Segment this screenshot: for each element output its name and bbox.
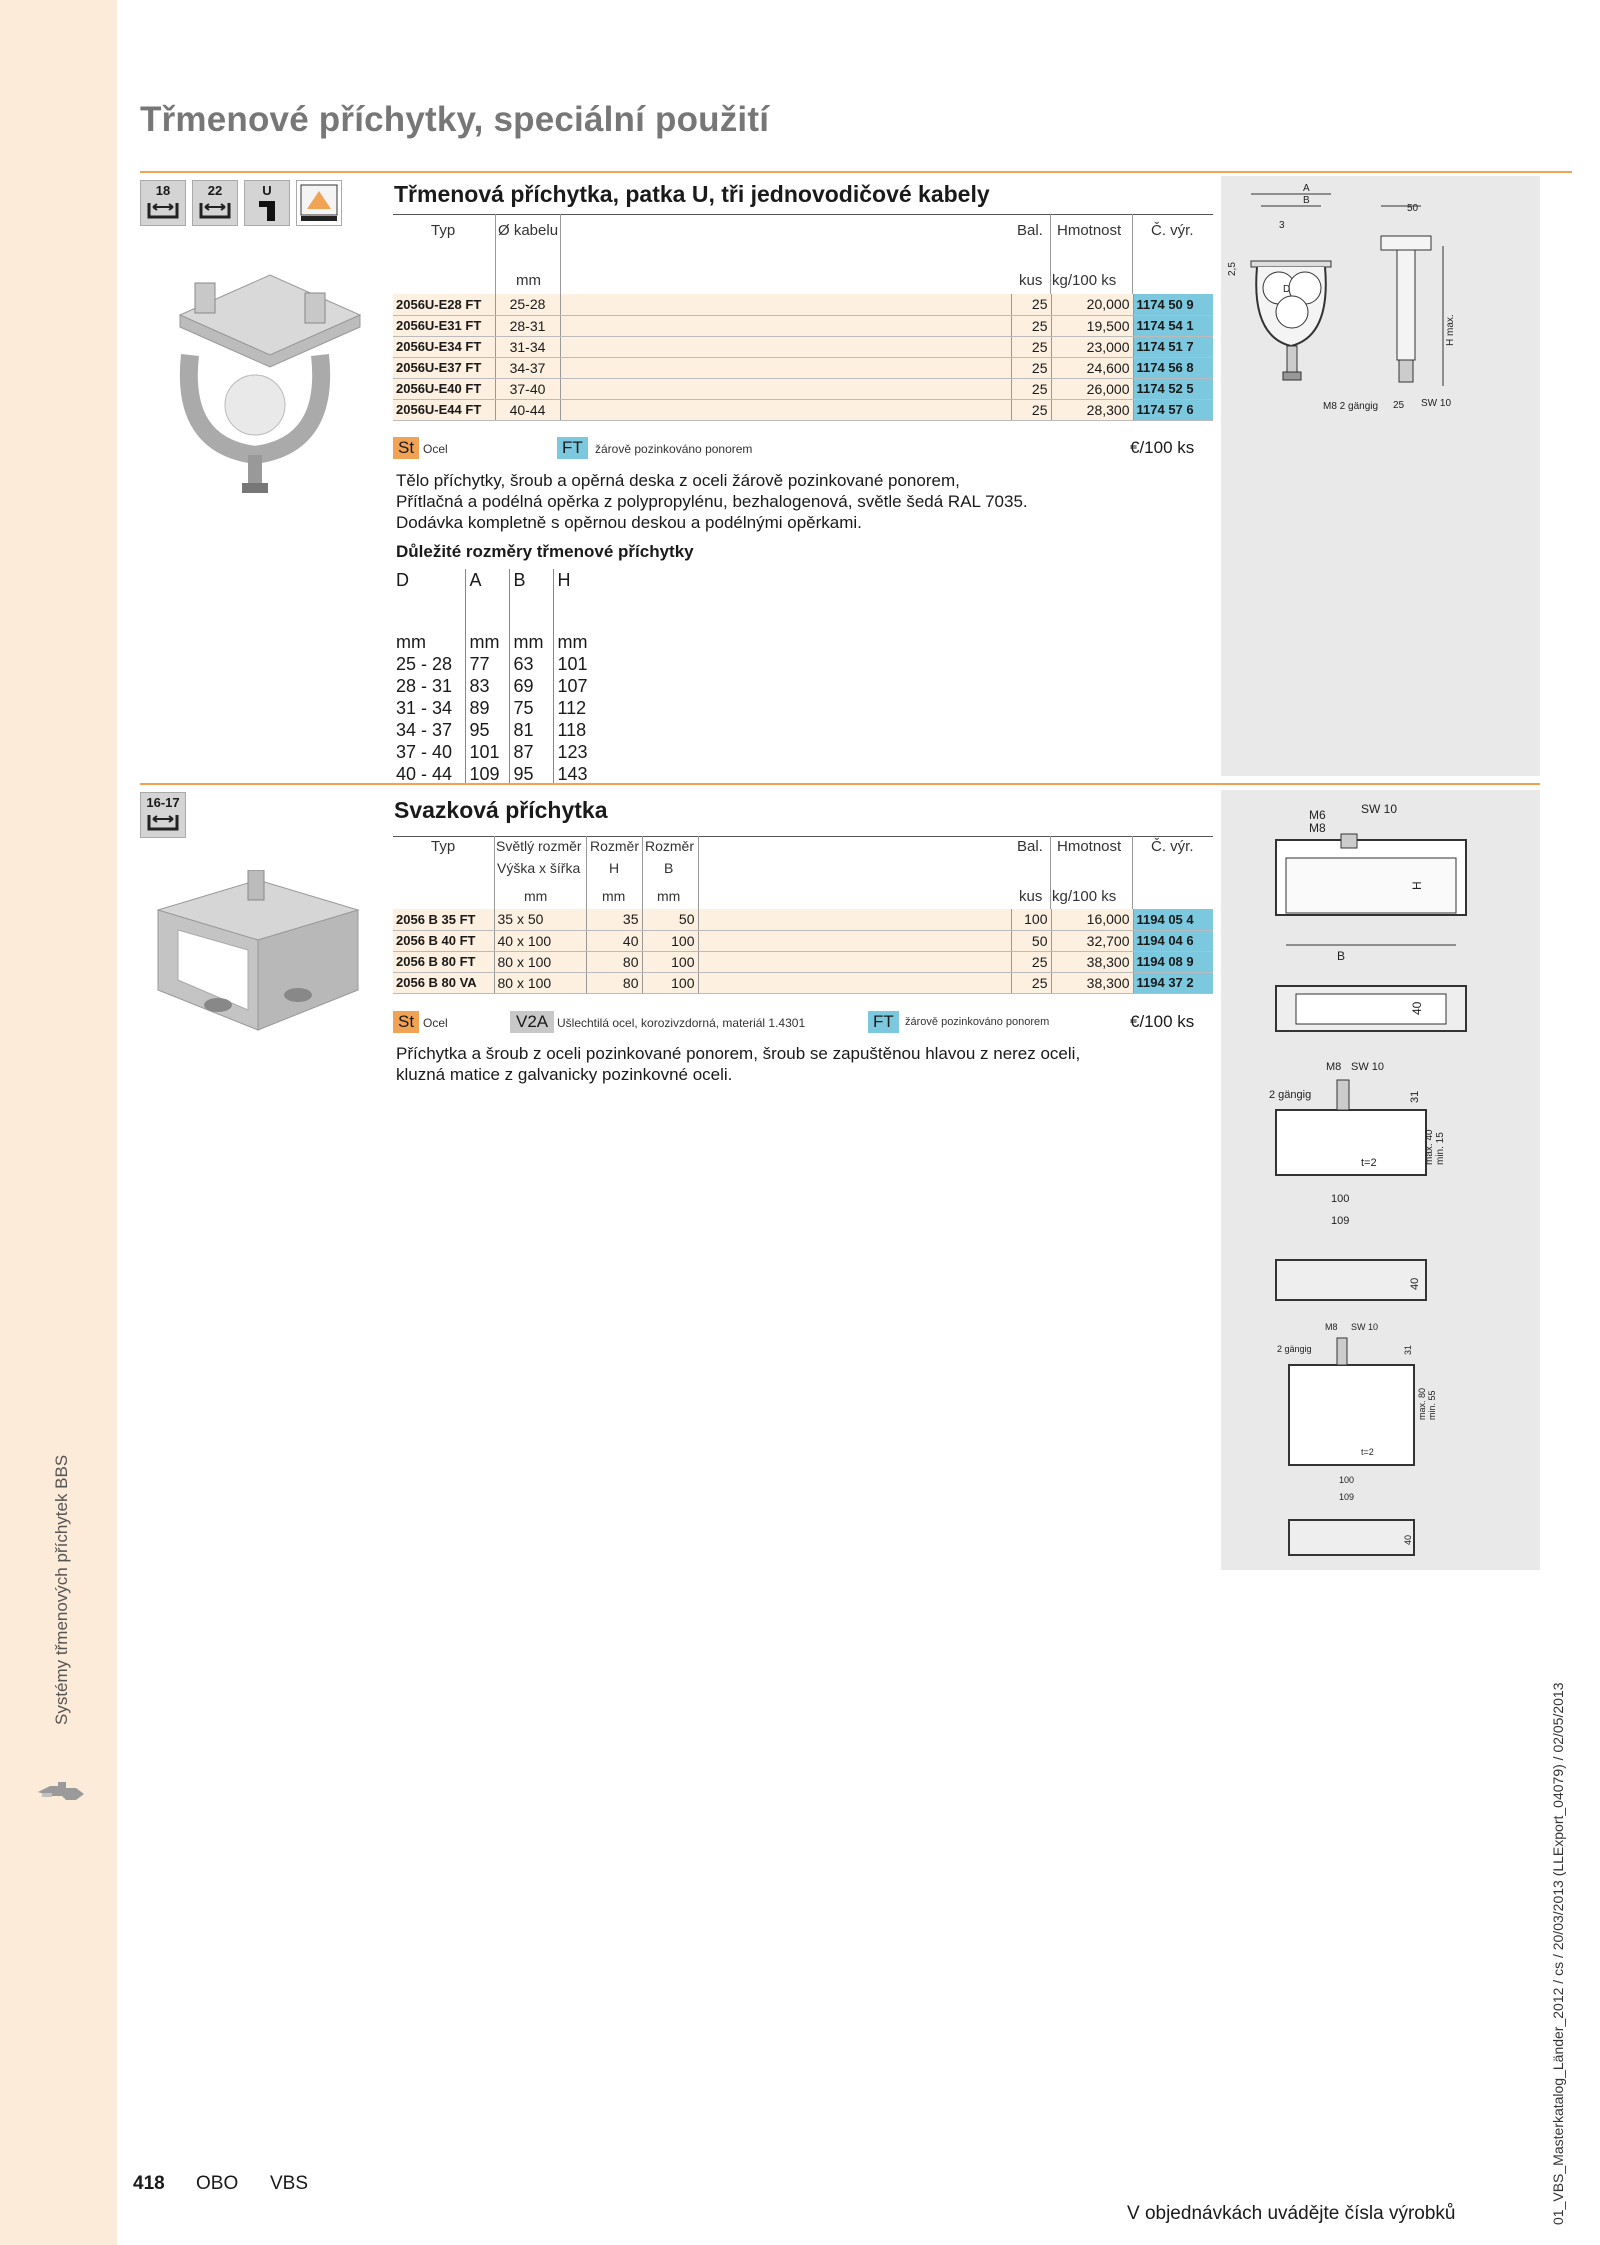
d-min55: min. 55 [1427,1390,1437,1420]
s1-product-table [393,294,1213,421]
dims-hdr: A [465,569,509,591]
cell-typ: 2056U-E28 FT [393,294,495,315]
cell-bal: 25 [1011,315,1051,336]
cell-hmot: 32,700 [1051,930,1133,951]
cell-typ: 2056U-E44 FT [393,399,495,420]
section1-divider [140,171,1572,173]
cell-bal: 25 [1011,294,1051,315]
clamp-photo [150,255,370,500]
s1-hdr-bal-unit: kus [1019,272,1043,289]
cell-hmot: 38,300 [1051,951,1133,972]
dims-cell: 81 [509,719,553,741]
s2-hdr-hmot-unit: kg/100 ks [1052,888,1117,905]
table-row [393,909,1213,930]
d-sw3: SW 10 [1351,1322,1379,1332]
dim-25: 25 [1393,400,1405,411]
s1-drawing-panel [1221,176,1540,776]
desc-line: Tělo příchytky, šroub a opěrná deska z oceli žárově pozinkované ponorem, [396,471,960,490]
cell-h: 40 [586,930,642,951]
cell-typ: 2056 B 80 VA [393,972,494,993]
section2-title: Svazková příchytka [394,797,608,823]
s1-tag-ft-label: žárově pozinkováno ponorem [595,442,753,456]
cell-h: 80 [586,972,642,993]
cell-hmot: 20,000 [1051,294,1133,315]
cell-svetly: 35 x 50 [494,909,586,930]
cell-b: 100 [642,930,698,951]
dims-cell: 69 [509,675,553,697]
d-h: H [1410,881,1424,890]
dims-row [392,653,597,675]
dims-row [392,697,597,719]
cell-h: 35 [586,909,642,930]
d-109: 109 [1331,1215,1350,1227]
cell-hmot: 23,000 [1051,336,1133,357]
s1-hdr-cvyr: Č. výr. [1151,222,1194,239]
dim-50: 50 [1407,203,1419,214]
cell-bal: 100 [1011,909,1051,930]
d-100b: 100 [1339,1475,1355,1485]
d-sw: SW 10 [1361,802,1398,816]
d-min15: min. 15 [1435,1132,1446,1165]
desc-line: Přítlačná a podélná opěrka z polypropylénu, bezhalogenová, světle šedá RAL 7035. [396,492,1028,511]
cell-typ: 2056U-E31 FT [393,315,495,336]
cell-art: 1174 52 5 [1133,378,1213,399]
cell-kabel: 25-28 [495,294,560,315]
dim-a: A [1303,183,1310,194]
s2-header-vline-5 [1050,836,1051,909]
s1-hdr-bal: Bal. [1017,222,1043,239]
dims-hdr: B [509,569,553,591]
d-gangig2: 2 gängig [1277,1344,1312,1354]
cell-art: 1174 50 9 [1133,294,1213,315]
dim-b: B [1303,195,1310,206]
s1-hdr-kabel-unit: mm [516,272,541,289]
dims-header-row [392,569,597,591]
d-t2: t=2 [1361,1157,1377,1169]
s2-header-vline-4 [698,836,699,909]
cell-empty [560,294,1011,315]
s1-hdr-hmot: Hmotnost [1057,222,1122,239]
cell-b: 50 [642,909,698,930]
sidebar-vertical-label: Systémy třmenových příchytek BBS [52,1454,71,1725]
s2-header-vline-2 [586,836,587,909]
cell-empty [560,357,1011,378]
d-40b: 40 [1409,1277,1421,1290]
d-31: 31 [1409,1090,1421,1103]
cell-typ: 2056 B 35 FT [393,909,494,930]
s2-price-unit: €/100 ks [1130,1012,1195,1031]
s1-header-rule [393,214,1213,215]
s1-header-vline-1 [495,214,496,294]
cell-bal: 25 [1011,357,1051,378]
s2-tag-ft-label: žárově pozinkováno ponorem [905,1016,1050,1028]
dims-cell: 101 [465,741,509,763]
s2-hdr-cvyr: Č. výr. [1151,838,1194,855]
icon-22: 22 [192,180,238,226]
icon-u-foot: U [244,180,290,226]
dims-cell: 83 [465,675,509,697]
s1-price-unit: €/100 ks [1130,438,1195,457]
d-m8c: M8 [1325,1322,1338,1332]
d-t2b: t=2 [1361,1447,1374,1457]
side-note: 01_VBS_Masterkatalog_Länder_2012 / cs / 20/03/2013 (LLExport_04079) / 02/05/2013 [1550,1682,1566,2225]
dims-row [392,741,597,763]
s2-hdr-rozh2: H [609,860,620,876]
cell-art: 1174 54 1 [1133,315,1213,336]
dims-row [392,719,597,741]
d-m6: M6 [1309,808,1326,822]
dims-cell: 75 [509,697,553,719]
s1-hdr-kabel: Ø kabelu [498,222,559,239]
s1-hdr-hmot-unit: kg/100 ks [1052,272,1117,289]
s2-hdr-svetly2: Výška x šířka [497,860,581,876]
halogen-free-icon [296,180,342,226]
dims-cell: 109 [465,763,509,785]
s2-header-vline-3 [642,836,643,909]
s2-hdr-svetly: Světlý rozměr [496,838,582,854]
cell-bal: 25 [1011,378,1051,399]
s2-hdr-hmot: Hmotnost [1057,838,1122,855]
cell-kabel: 28-31 [495,315,560,336]
d-m8: M8 [1309,821,1326,835]
dims-cell: 25 - 28 [392,653,465,675]
s1-technical-drawing [1221,176,1540,426]
cell-typ: 2056 B 40 FT [393,930,494,951]
table-row [393,294,1213,315]
cell-b: 100 [642,972,698,993]
cell-hmot: 38,300 [1051,972,1133,993]
dim-m8: M8 2 gängig [1323,401,1379,412]
cell-hmot: 26,000 [1051,378,1133,399]
cell-kabel: 37-40 [495,378,560,399]
cell-h: 80 [586,951,642,972]
cell-bal: 25 [1011,972,1051,993]
dims-cell: 40 - 44 [392,763,465,785]
icon-16-17: 16-17 [140,792,186,838]
section1-icons [140,180,342,226]
cell-empty [560,378,1011,399]
s2-product-table [393,909,1213,994]
desc-line: kluzná matice z galvanicky pozinkovné oceli. [396,1065,733,1084]
dims-unit: mm [557,631,588,652]
bundle-clamp-photo [148,870,368,1050]
dims-cell: 89 [465,697,509,719]
cell-kabel: 31-34 [495,336,560,357]
s1-dims-title: Důležité rozměry třmenové příchytky [396,542,694,561]
footer-section: VBS [270,2173,309,2194]
d-100: 100 [1331,1193,1350,1205]
d-m8b: M8 [1326,1061,1342,1073]
dims-spacer-row [392,591,597,631]
d-gangig: 2 gängig [1269,1089,1312,1101]
section2-divider [140,783,1540,785]
cell-empty [560,399,1011,420]
cell-kabel: 34-37 [495,357,560,378]
s2-header-rule [393,836,1213,837]
s1-header-vline-2 [560,214,561,294]
dims-cell: 37 - 40 [392,741,465,763]
cell-art: 1174 51 7 [1133,336,1213,357]
cell-hmot: 19,500 [1051,315,1133,336]
cell-typ: 2056U-E37 FT [393,357,495,378]
s2-hdr-unit-1: mm [524,888,548,904]
cell-typ: 2056 B 80 FT [393,951,494,972]
desc-line: Příchytka a šroub z oceli pozinkované ponorem, šroub se zapuštěnou hlavou z nerez oceli, [396,1044,1081,1063]
cell-b: 100 [642,951,698,972]
dims-cell: 112 [557,697,587,718]
d-max80: max. 80 [1417,1387,1427,1420]
s2-description [396,1043,1080,1085]
dims-cell: 95 [465,719,509,741]
cell-bal: 50 [1011,930,1051,951]
s2-hdr-bal: Bal. [1017,838,1043,855]
s2-tag-st: St [393,1011,419,1033]
cell-hmot: 16,000 [1051,909,1133,930]
s2-tag-st-label: Ocel [423,1016,448,1030]
section1-title: Třmenová příchytka, patka U, tři jednovodičové kabely [394,181,990,207]
dims-cell: 87 [509,741,553,763]
dim-d: D [1283,284,1291,295]
d-sw2: SW 10 [1351,1061,1385,1073]
table-row [393,951,1213,972]
cell-typ: 2056U-E40 FT [393,378,495,399]
dims-row [392,763,597,785]
s2-hdr-typ: Typ [431,838,456,855]
dims-cell: 118 [557,719,587,740]
s2-tag-v2a-label: Ušlechtilá ocel, korozivzdorná, materiál 1.4301 [557,1016,806,1030]
chapter-icon [36,1778,88,1804]
section2-icons [140,792,186,838]
cell-empty [698,909,1011,930]
s1-tag-st-label: Ocel [423,442,448,456]
cell-empty [560,315,1011,336]
cell-art: 1174 57 6 [1133,399,1213,420]
s1-tag-ft: FT [557,437,588,459]
cell-art: 1194 05 4 [1133,909,1213,930]
s1-tag-st: St [393,437,419,459]
footer-brand: OBO [196,2173,239,2194]
s2-hdr-unit-3: mm [657,888,681,904]
s1-description [396,470,1028,533]
table-row [393,378,1213,399]
footer-note: V objednávkách uvádějte čísla výrobků [1127,2203,1456,2224]
cell-art: 1174 56 8 [1133,357,1213,378]
s2-hdr-bal-unit: kus [1019,888,1043,905]
d-109b: 109 [1339,1492,1355,1502]
dims-unit-row [392,631,597,653]
table-row [393,357,1213,378]
s2-drawing-panel [1221,790,1540,1570]
dims-cell: 101 [557,653,588,674]
cell-art: 1194 04 6 [1133,930,1213,951]
d-31b: 31 [1403,1344,1413,1355]
desc-line: Dodávka kompletně s opěrnou deskou a podélnými opěrkami. [396,513,862,532]
dim-sw: SW 10 [1421,398,1452,409]
dims-cell: 31 - 34 [392,697,465,719]
dims-cell: 95 [509,763,553,785]
dims-cell: 143 [557,763,588,784]
s2-tag-ft: FT [868,1011,899,1033]
cell-svetly: 80 x 100 [494,972,586,993]
s2-hdr-unit-2: mm [602,888,626,904]
dims-unit: mm [509,631,553,653]
d-40c: 40 [1403,1534,1413,1545]
dim-hmax: H max. [1445,314,1456,346]
dims-row [392,675,597,697]
s2-hdr-rozb: Rozměr [645,838,695,854]
dims-cell: 123 [557,741,588,762]
cell-empty [698,951,1011,972]
cell-hmot: 28,300 [1051,399,1133,420]
s2-hdr-rozh: Rozměr [590,838,640,854]
dims-unit: mm [392,631,465,653]
dims-hdr: D [392,569,465,591]
s2-header-vline-6 [1132,836,1133,909]
s1-hdr-typ: Typ [431,222,456,239]
cell-empty [698,972,1011,993]
dims-unit: mm [465,631,509,653]
page-number: 418 [133,2173,165,2194]
cell-typ: 2056U-E34 FT [393,336,495,357]
dims-cell: 63 [509,653,553,675]
cell-hmot: 24,600 [1051,357,1133,378]
page-title: Třmenové příchytky, speciální použití [140,100,770,139]
table-row [393,930,1213,951]
dims-cell: 107 [557,675,588,696]
table-row [393,336,1213,357]
table-row [393,315,1213,336]
table-row [393,972,1213,993]
d-max40: max. 40 [1424,1129,1435,1165]
s2-technical-drawing [1221,790,1540,1570]
s2-tag-v2a: V2A [510,1011,554,1033]
cell-kabel: 40-44 [495,399,560,420]
cell-art: 1194 08 9 [1133,951,1213,972]
s2-header-vline-1 [494,836,495,909]
dims-cell: 77 [465,653,509,675]
dims-hdr: H [557,569,571,590]
s1-header-vline-3 [1050,214,1051,294]
s1-header-vline-4 [1132,214,1133,294]
table-row [393,399,1213,420]
s1-dims-table [392,569,597,785]
cell-svetly: 80 x 100 [494,951,586,972]
dims-cell: 28 - 31 [392,675,465,697]
icon-18: 18 [140,180,186,226]
cell-empty [560,336,1011,357]
dim-3: 3 [1279,220,1285,231]
cell-art: 1194 37 2 [1133,972,1213,993]
d-b: B [1337,949,1346,963]
cell-bal: 25 [1011,399,1051,420]
dims-cell: 34 - 37 [392,719,465,741]
cell-empty [698,930,1011,951]
dim-2-5: 2,5 [1227,262,1238,276]
d-40: 40 [1410,1001,1424,1015]
s2-hdr-rozb2: B [664,860,674,876]
left-sidebar [0,0,117,2245]
cell-svetly: 40 x 100 [494,930,586,951]
cell-bal: 25 [1011,951,1051,972]
cell-bal: 25 [1011,336,1051,357]
